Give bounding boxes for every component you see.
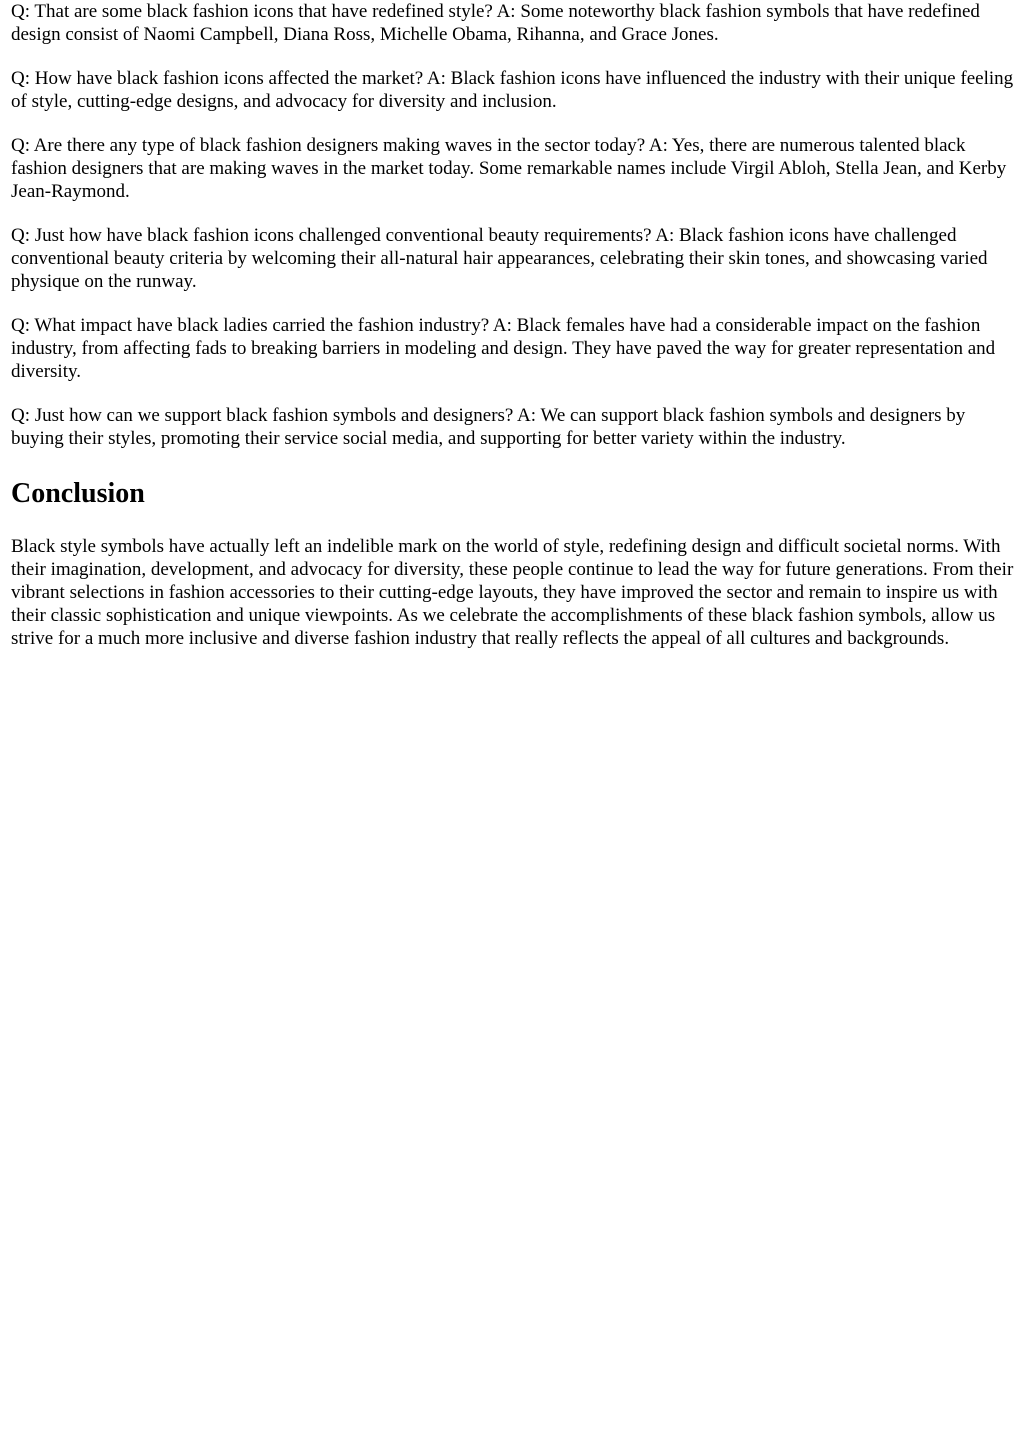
conclusion-heading: Conclusion [11, 478, 145, 509]
conclusion-section [11, 477, 1016, 650]
faq-item: Q: Just how can we support black fashion symbols and designers? A: We can support black fashion symbols and designers by buying their styles, promoting their service social media, and supporting for better variety within the industry. [11, 405, 966, 449]
faq-item: Q: How have black fashion icons affected the market? A: Black fashion icons have influenced the industry with their unique feeling of style, cutting-edge designs, and advocacy for diversity and inclusion. [11, 68, 1014, 112]
faq-item: Q: That are some black fashion icons that have redefined style? A: Some noteworthy black fashion symbols that have redefined design consist of Naomi Campbell, Diana Ross, Michelle Obama, Rihanna, and Grace Jones. [11, 1, 980, 45]
faq-item: Q: Just how have black fashion icons challenged conventional beauty requirements? A: Black fashion icons have challenged conventional beauty criteria by welcoming their all-natural hair appearances, celebrating their skin tones, and showcasing varied physique on the runway. [11, 225, 988, 292]
faq-item: Q: What impact have black ladies carried the fashion industry? A: Black females have had a considerable impact on the fashion industry, from affecting fads to breaking barriers in modeling and design. They have paved the way for greater representation and diversity. [11, 315, 996, 382]
faq-item: Q: Are there any type of black fashion designers making waves in the sector today? A: Yes, there are numerous talented black fashion designers that are making waves in the market today. Some remarkable names include Virgil Abloh, Stella Jean, and Kerby Jean-Raymond. [11, 135, 1007, 202]
faq-section [11, 0, 1016, 450]
article-body [0, 0, 1024, 650]
conclusion-paragraph: Black style symbols have actually left an indelible mark on the world of style, redefining design and difficult societal norms. With their imagination, development, and advocacy for diversity, these people continue to lead the way for future generations. From their vibrant selections in fashion accessories to their cutting-edge layouts, they have improved the sector and remain to inspire us with their classic sophistication and unique viewpoints. As we celebrate the accomplishments of these black fashion symbols, allow us strive for a much more inclusive and diverse fashion industry that really reflects the appeal of all cultures and backgrounds. [11, 536, 1014, 649]
